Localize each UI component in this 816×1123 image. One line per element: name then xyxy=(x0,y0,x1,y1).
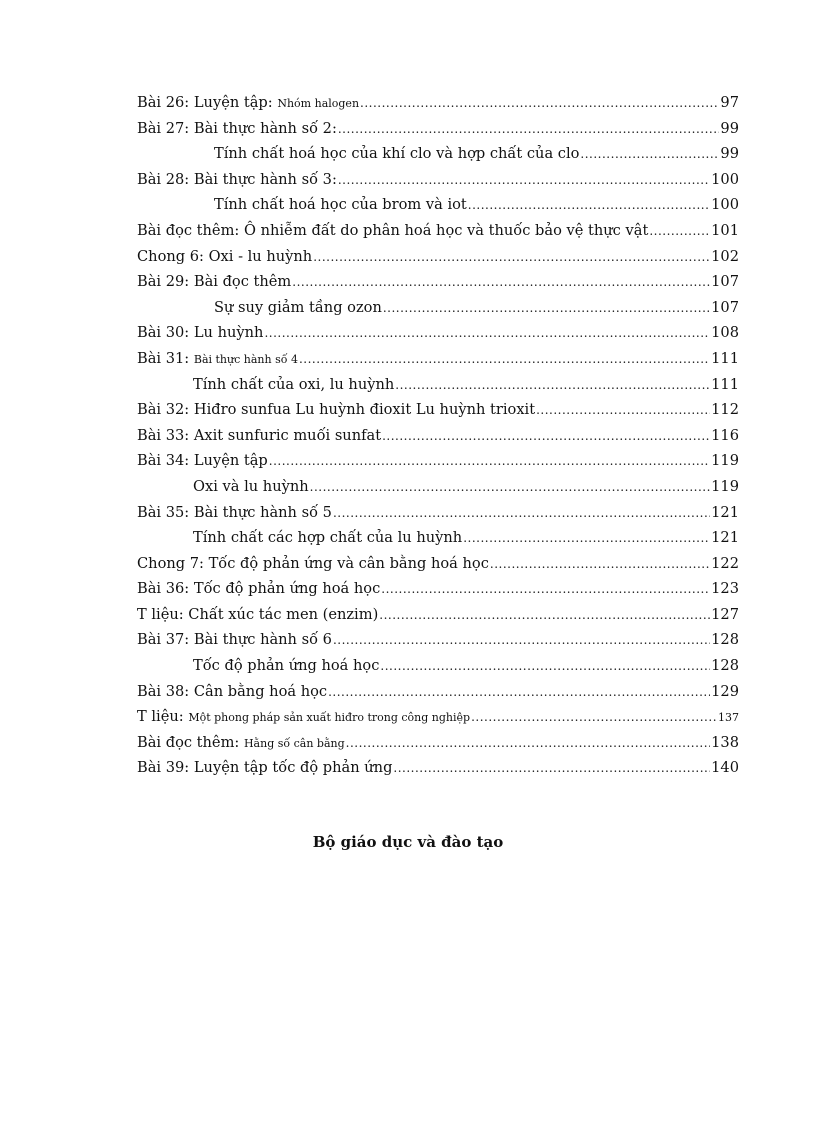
toc-page-number: 99 xyxy=(720,119,739,137)
toc-entry-title xyxy=(193,657,379,674)
toc-entry-prefix: Bài 33: Axit sunfuric muối sunfat xyxy=(137,426,382,444)
toc-entry xyxy=(137,94,739,120)
toc-entry-title xyxy=(137,248,312,265)
toc-page-number: 97 xyxy=(720,94,739,111)
toc-entry xyxy=(137,759,739,785)
toc-entry-prefix: Bài 35: Bài thực hành số 5 xyxy=(137,503,332,521)
toc-entry-title xyxy=(137,171,337,188)
toc-dot-leader xyxy=(264,326,710,340)
footer-title: Bộ giáo dục và đào tạo xyxy=(312,833,504,851)
toc-dot-leader xyxy=(468,198,710,212)
toc-page-number: 107 xyxy=(711,298,739,316)
toc-entry-title xyxy=(137,273,291,290)
toc-page-number: 128 xyxy=(711,657,739,675)
toc-entry-title xyxy=(193,376,394,393)
toc-entry-prefix: Bài 27: Bài thực hành số 2: xyxy=(137,119,337,137)
toc-entry-prefix: Tính chất hoá học của khí clo và hợp chất của clo xyxy=(214,145,580,163)
toc-dot-leader xyxy=(463,531,710,545)
toc-dot-leader xyxy=(333,506,710,520)
toc-entry xyxy=(137,120,739,146)
toc-entry xyxy=(137,376,739,402)
toc-entry xyxy=(137,273,739,299)
toc-page-number: 102 xyxy=(711,247,739,265)
toc-page-number: 121 xyxy=(711,503,739,521)
toc-dot-leader xyxy=(328,685,710,699)
toc-entry-prefix: Oxi và lu huỳnh xyxy=(193,477,309,495)
toc-entry-title xyxy=(137,734,345,751)
toc-dot-leader xyxy=(649,224,710,238)
toc-page-number: 140 xyxy=(711,759,739,777)
toc-entry-prefix: Chong 6: Oxi - lu huỳnh xyxy=(137,247,313,265)
toc-entry-prefix: Sự suy giảm tầng ozon xyxy=(214,298,382,316)
toc-entry xyxy=(137,299,739,325)
toc-entry-prefix: Chong 7: Tốc độ phản ứng và cân bằng hoá học xyxy=(137,554,489,572)
toc-dot-leader xyxy=(395,378,710,392)
toc-entry-prefix: Tốc độ phản ứng hoá học xyxy=(193,657,380,675)
toc-page-number: 112 xyxy=(711,401,739,419)
toc-entry-prefix: Bài 37: Bài thực hành số 6 xyxy=(137,631,332,649)
toc-entry-title xyxy=(137,401,535,418)
toc-entry-prefix: Bài 32: Hiđro sunfua Lu huỳnh đioxit Lu huỳnh trioxit xyxy=(137,401,536,419)
toc-entry xyxy=(137,504,739,530)
toc-dot-leader xyxy=(292,275,710,289)
toc-entry-subtitle: Hằng số cân bằng xyxy=(243,736,345,750)
toc-entry-title xyxy=(214,299,382,316)
toc-dot-leader xyxy=(381,582,710,596)
toc-entry-subtitle: Một phong pháp sản xuất hiđro trong công nghiệp xyxy=(188,711,471,725)
toc-entry xyxy=(137,324,739,350)
toc-dot-leader xyxy=(382,429,710,443)
toc-page-number: 129 xyxy=(711,682,739,700)
toc-entry-title xyxy=(137,350,298,367)
toc-dot-leader xyxy=(580,147,719,161)
toc-entry-prefix: Bài 36: Tốc độ phản ứng hoá học xyxy=(137,580,381,598)
toc-entry-prefix: Tính chất hoá học của brom và iot xyxy=(214,196,467,214)
toc-dot-leader xyxy=(490,557,710,571)
toc-dot-leader xyxy=(269,454,710,468)
toc-dot-leader xyxy=(338,122,720,136)
toc-page-number: 121 xyxy=(711,529,739,547)
toc-entry-prefix: Tính chất các hợp chất của lu huỳnh xyxy=(193,529,463,547)
toc-dot-leader xyxy=(338,173,710,187)
toc-dot-leader xyxy=(393,761,710,775)
toc-page-number: 127 xyxy=(711,605,739,623)
toc-dot-leader xyxy=(333,633,710,647)
toc-entry-prefix: Bài đọc thêm: xyxy=(137,733,244,751)
toc-entry-title xyxy=(137,555,489,572)
toc-entry-title xyxy=(137,759,392,776)
table-of-contents xyxy=(137,94,739,785)
toc-dot-leader xyxy=(383,301,710,315)
toc-entry xyxy=(137,734,739,760)
toc-dot-leader xyxy=(471,710,717,724)
toc-entry-prefix: T liệu: Chất xúc tác men (enzim) xyxy=(137,605,379,623)
toc-entry-prefix: Bài 38: Cân bằng hoá học xyxy=(137,682,328,700)
toc-entry-prefix: Bài 30: Lu huỳnh xyxy=(137,324,264,342)
toc-entry xyxy=(137,452,739,478)
toc-entry-prefix: Bài 31: xyxy=(137,349,194,367)
toc-entry-prefix: Bài 28: Bài thực hành số 3: xyxy=(137,170,337,188)
toc-dot-leader xyxy=(380,659,710,673)
toc-entry xyxy=(137,580,739,606)
toc-page-number: 138 xyxy=(711,733,739,751)
toc-entry xyxy=(137,708,739,734)
toc-page-number: 116 xyxy=(711,426,739,444)
toc-entry xyxy=(137,683,739,709)
toc-dot-leader xyxy=(360,96,719,110)
toc-entry-title xyxy=(193,529,462,546)
toc-entry-prefix: Bài đọc thêm: Ô nhiễm đất do phân hoá học và thuốc bảo vệ thực vật xyxy=(137,221,649,239)
toc-entry xyxy=(137,631,739,657)
toc-entry-title xyxy=(214,145,579,162)
toc-entry-prefix: T liệu: xyxy=(137,708,189,726)
toc-entry xyxy=(137,171,739,197)
toc-page-number: 111 xyxy=(711,349,739,367)
toc-entry-title xyxy=(137,708,470,725)
toc-page-number: 99 xyxy=(720,145,739,163)
toc-entry-subtitle: Nhóm halogen xyxy=(277,97,360,110)
toc-entry-title xyxy=(137,683,327,700)
toc-entry xyxy=(137,478,739,504)
toc-page-number: 119 xyxy=(711,452,739,470)
toc-entry-prefix: Bài 39: Luyện tập tốc độ phản ứng xyxy=(137,759,393,777)
toc-page-number: 108 xyxy=(711,324,739,342)
toc-entry-prefix: Tính chất của oxi, lu huỳnh xyxy=(193,375,395,393)
toc-entry-title xyxy=(137,631,332,648)
toc-entry-title xyxy=(137,427,381,444)
toc-entry-title xyxy=(137,452,268,469)
toc-entry xyxy=(137,657,739,683)
toc-entry-title xyxy=(193,478,309,495)
toc-dot-leader xyxy=(310,480,711,494)
toc-dot-leader xyxy=(346,736,711,750)
toc-dot-leader xyxy=(536,403,710,417)
toc-entry xyxy=(137,401,739,427)
toc-entry-title xyxy=(137,94,359,111)
toc-entry xyxy=(137,555,739,581)
toc-page-number: 128 xyxy=(711,631,739,649)
toc-entry-title xyxy=(137,606,378,623)
toc-entry-title xyxy=(214,196,467,213)
toc-entry xyxy=(137,529,739,555)
toc-entry xyxy=(137,427,739,453)
toc-dot-leader xyxy=(379,608,710,622)
toc-entry xyxy=(137,196,739,222)
toc-entry xyxy=(137,222,739,248)
toc-entry-prefix: Bài 34: Luyện tập xyxy=(137,452,268,470)
toc-entry xyxy=(137,248,739,274)
toc-page-number: 122 xyxy=(711,554,739,572)
toc-entry-title xyxy=(137,222,648,239)
toc-page-number: 137 xyxy=(718,711,739,725)
toc-entry xyxy=(137,350,739,376)
toc-entry-title xyxy=(137,324,263,341)
toc-entry-prefix: Bài 26: Luyện tập: xyxy=(137,94,278,111)
toc-page-number: 123 xyxy=(711,580,739,598)
toc-page-number: 100 xyxy=(711,196,739,214)
toc-entry-title xyxy=(137,580,380,597)
toc-entry-title xyxy=(137,120,337,137)
toc-page-number: 111 xyxy=(711,375,739,393)
toc-entry-title xyxy=(137,504,332,521)
toc-page-number: 100 xyxy=(711,170,739,188)
toc-page-number: 107 xyxy=(711,273,739,291)
toc-entry xyxy=(137,145,739,171)
toc-entry-subtitle: Bài thực hành số 4 xyxy=(193,352,298,366)
toc-entry xyxy=(137,606,739,632)
toc-dot-leader xyxy=(299,352,710,366)
toc-entry-prefix: Bài 29: Bài đọc thêm xyxy=(137,273,292,291)
toc-page-number: 119 xyxy=(711,477,739,495)
toc-dot-leader xyxy=(313,250,710,264)
toc-page-number: 101 xyxy=(711,221,739,239)
